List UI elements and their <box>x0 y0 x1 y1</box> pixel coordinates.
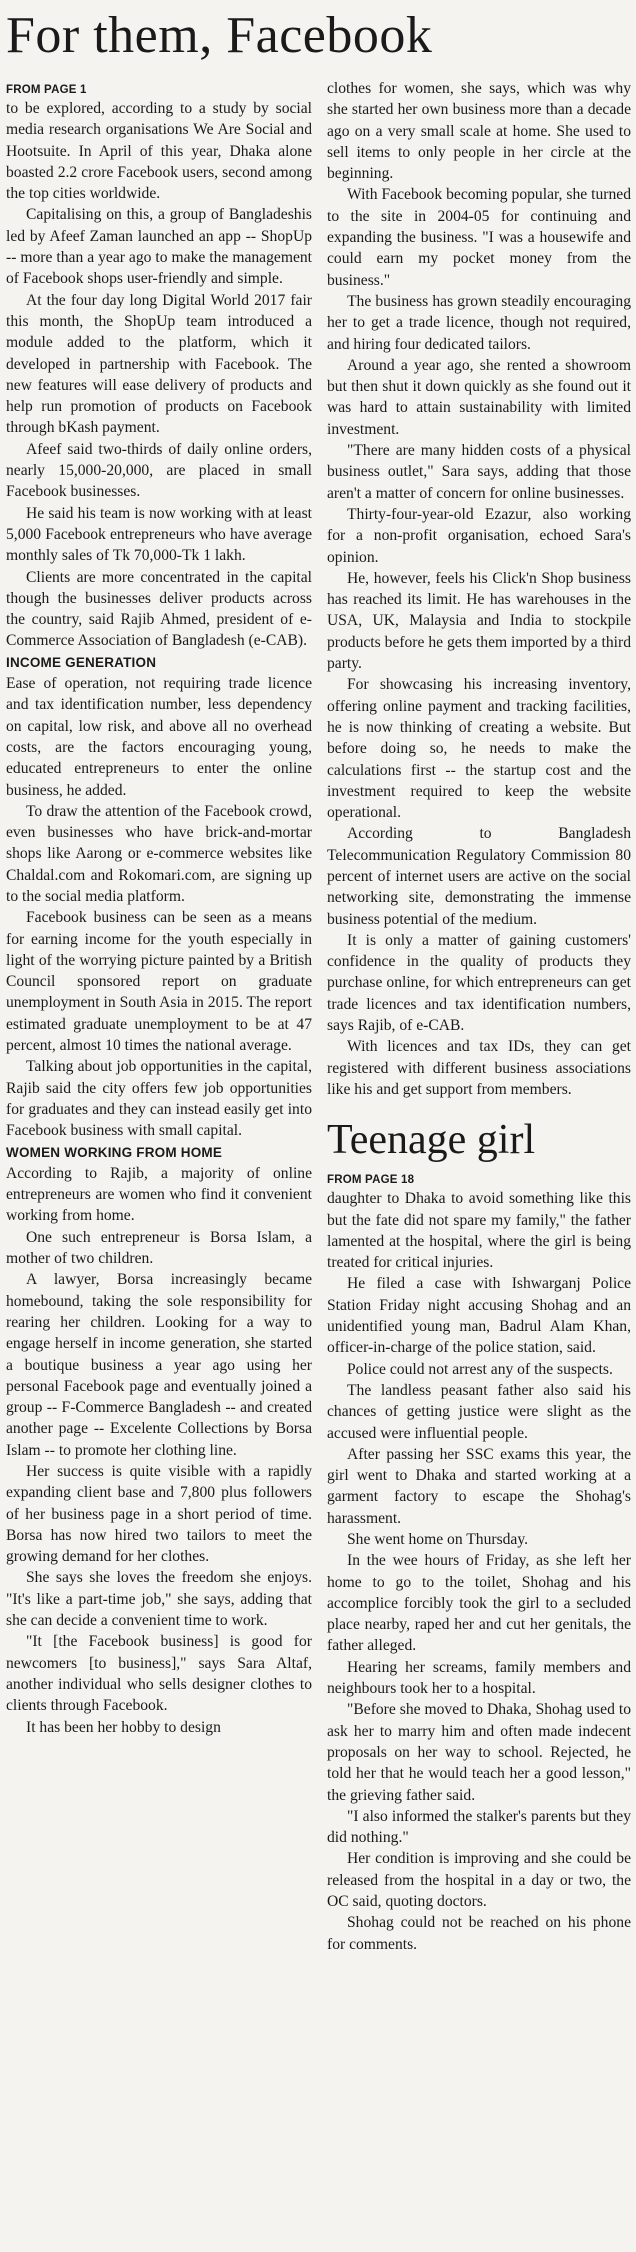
paragraph: Shohag could not be reached on his phone for comments. <box>327 1914 631 1953</box>
paragraph: daughter to Dhaka to avoid something like this but the fate did not spare my family," the father lamented at the hospital, where the girl is being treated for critical injuries. <box>327 1190 631 1272</box>
paragraph: Her condition is improving and she could be released from the hospital in a day or two, the OC said, quoting doctors. <box>327 1850 631 1911</box>
paragraph: According to Bangladesh Telecommunication Regulatory Commission 80 percent of internet users are active on the social networking site, demonstrating the immense business potential of the medium. <box>327 825 631 928</box>
subhead-women-working-from-home: WOMEN WORKING FROM HOME <box>6 1144 223 1160</box>
paragraph: According to Rajib, a majority of online entrepreneurs are women who find it convenient working from home. <box>6 1164 312 1225</box>
story1-right-body <box>327 78 631 1100</box>
paragraph: "Before she moved to Dhaka, Shohag used to ask her to marry him and often made indecent proposals on her way to school. Rejected, he told her that he would teach her a good lesson," the grieving father said. <box>327 1701 631 1804</box>
paragraph: "It [the Facebook business] is good for newcomers [to business]," says Sara Altaf, another individual who sells designer clothes to clients through Facebook. <box>6 1633 312 1715</box>
paragraph: Around a year ago, she rented a showroom but then shut it down quickly as she found out it was hard to attain sustainability with limited investment. <box>327 356 631 438</box>
story1-left-body <box>6 98 312 652</box>
paragraph: A lawyer, Borsa increasingly became homebound, taking the sole responsibility for rearing her children. Looking for a way to engage herself in income generation, she started a boutique business a year ago using her personal Facebook page and eventually joined a group -- F-Commerce Bangladesh -- and created another page -- Excelente Collections by Borsa Islam -- to promote her clothing line. <box>6 1271 312 1459</box>
paragraph: "There are many hidden costs of a physical business outlet," Sara says, adding that those aren't a matter of concern for online businesses. <box>327 442 631 502</box>
jump-line-page-18: FROM PAGE 18 <box>327 1174 415 1187</box>
paragraph: Capitalising on this, a group of Bangladeshis led by Afeef Zaman launched an app -- ShopUp -- more than a year ago to make the management of Facebook shops user-friendly and simple. <box>6 206 312 288</box>
paragraph: It has been her hobby to design <box>26 1718 221 1736</box>
paragraph: He, however, feels his Click'n Shop business has reached its limit. He has warehouses in the USA, UK, Malaysia and India to stockpile products before he gets them imported by a third party. <box>327 569 631 673</box>
paragraph: Clients are more concentrated in the capital though the businesses deliver products across the country, said Rajib Ahmed, president of e-Commerce Association of Bangladesh (e-CAB). <box>6 568 312 650</box>
paragraph: Talking about job opportunities in the capital, Rajib said the city offers few job opportunities for graduates and they can instead easily get into Facebook business with small capital. <box>6 1058 312 1140</box>
headline-teenage-girl: Teenage girl <box>327 1117 536 1164</box>
paragraph: He said his team is now working with at least 5,000 Facebook entrepreneurs who have average monthly sales of Tk 70,000-Tk 1 lakh. <box>6 504 312 565</box>
paragraph: The business has grown steadily encouraging her to get a trade licence, though not required, and hiring four dedicated tailors. <box>327 292 631 353</box>
right-column <box>327 78 631 1955</box>
paragraph: After passing her SSC exams this year, the girl went to Dhaka and started working at a garment factory to escape the Shohag's harassment. <box>327 1445 631 1527</box>
paragraph: With Facebook becoming popular, she turned to the site in 2004-05 for continuing and expanding the business. "I was a housewife and could earn my pocket money from the business." <box>327 186 631 289</box>
paragraph: clothes for women, she says, which was why she started her own business more than a decade ago on a very small scale at home. She used to sell items to only people in her circle at the beginning. <box>327 80 631 183</box>
paragraph: To draw the attention of the Facebook crowd, even businesses who have brick-and-mortar shops like Aarong or e-commerce websites like Chaldal.com and Rokomari.com, are signing up to the social media platform. <box>6 802 312 905</box>
paragraph: With licences and tax IDs, they can get registered with different business associations like his and get support from members. <box>327 1038 631 1098</box>
income-section-body <box>6 673 312 1142</box>
paragraph: Afeef said two-thirds of daily online orders, nearly 15,000-20,000, are placed in small Facebook businesses. <box>6 440 312 501</box>
paragraph: It is only a matter of gaining customers' confidence in the quality of products they purchase online, for which entrepreneurs can get trade licences and tax identification numbers, says Rajib, of e-CAB. <box>327 931 631 1035</box>
paragraph: The landless peasant father also said his chances of getting justice were slight as the accused were influential people. <box>327 1381 631 1442</box>
paragraph: He filed a case with Ishwarganj Police Station Friday night accusing Shohag and an unidentified young man, Badrul Alam Khan, officer-in-charge of the police station, said. <box>327 1275 631 1357</box>
headline-facebook: For them, Facebook <box>6 7 433 64</box>
paragraph: Facebook business can be seen as a means for earning income for the youth especially in light of the worrying picture painted by a British Council sponsored report on graduate unemployment in South Asia in 2015. The report estimated graduate unemployment to be at 47 percent, almost 10 times the national average. <box>6 909 312 1055</box>
paragraph: One such entrepreneur is Borsa Islam, a mother of two children. <box>6 1228 312 1268</box>
paragraph: For showcasing his increasing inventory, offering online payment and tracking facilities, he is now thinking of creating a website. But before doing so, he needs to make the calculations first -- the startup cost and the investment required to keep the website operational. <box>327 676 631 822</box>
paragraph: to be explored, according to a study by social media research organisations We Are Social and Hootsuite. In April of this year, Dhaka alone boasted 2.2 crore Facebook users, second among the top cities worldwide. <box>6 100 312 203</box>
story2-body <box>327 1188 631 1955</box>
jump-line-page-1: FROM PAGE 1 <box>6 84 87 96</box>
paragraph: Police could not arrest any of the suspects. <box>347 1360 613 1378</box>
paragraph: In the wee hours of Friday, as she left her home to go to the toilet, Shohag and his accomplice forcibly took the girl to a secluded place nearby, raped her and cut her genitals, the father alleged. <box>327 1552 631 1655</box>
paragraph: At the four day long Digital World 2017 fair this month, the ShopUp team introduced a module added to the platform, which it developed in partnership with Facebook. The new features will ease delivery of products and help run promotion of products on Facebook through bKash payment. <box>6 291 312 437</box>
women-section-body <box>6 1163 312 1738</box>
subhead-income-generation: INCOME GENERATION <box>6 654 157 670</box>
paragraph: Ease of operation, not requiring trade licence and tax identification number, less dependency on capital, low risk, and above all no overhead costs, are the factors encouraging young, educated entrepreneurs to enter the online business, he added. <box>6 675 312 799</box>
paragraph: "I also informed the stalker's parents but they did nothing." <box>327 1807 631 1847</box>
paragraph: She says she loves the freedom she enjoys. "It's like a part-time job," she says, adding that she can decide a convenient time to work. <box>6 1569 312 1630</box>
paragraph: Hearing her screams, family members and neighbours took her to a hospital. <box>327 1658 631 1698</box>
left-column <box>6 78 312 1738</box>
paragraph: Thirty-four-year-old Ezazur, also working for a non-profit organisation, echoed Sara's opinion. <box>327 505 631 566</box>
paragraph: Her success is quite visible with a rapidly expanding client base and 7,800 plus followers of her business page in a short period of time. Borsa has now hired two tailors to meet the growing demand for her clothes. <box>6 1463 312 1566</box>
paragraph: She went home on Thursday. <box>347 1531 529 1548</box>
